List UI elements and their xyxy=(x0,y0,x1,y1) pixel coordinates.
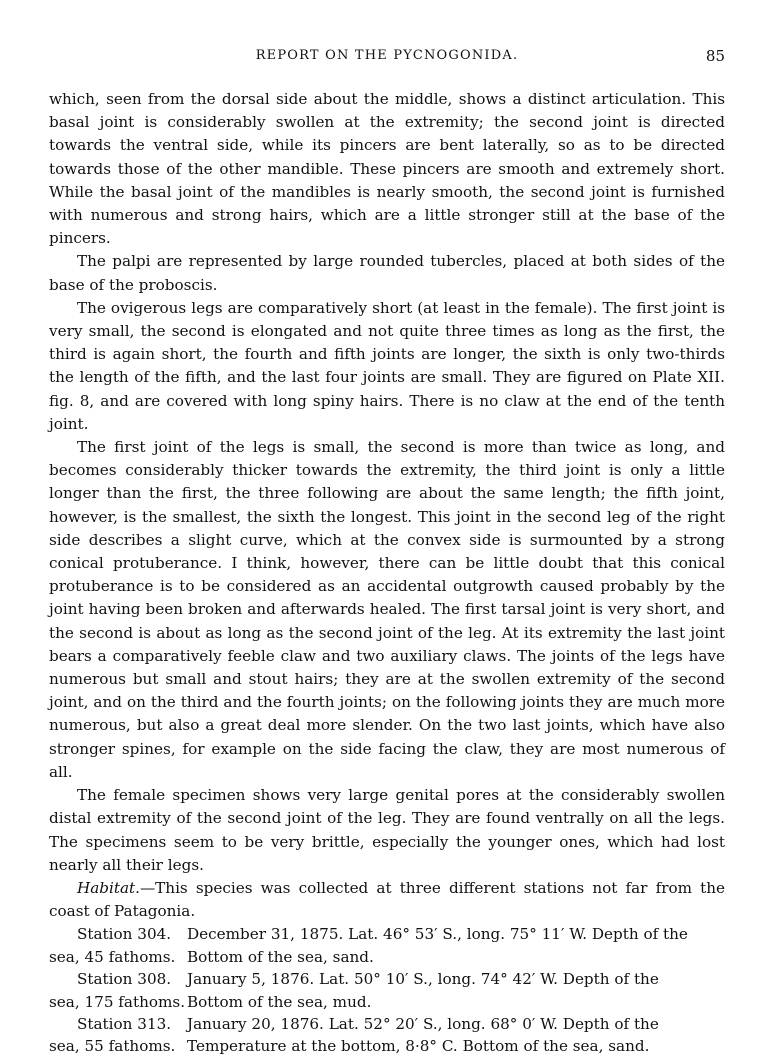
station-depth: sea, 55 fathoms. xyxy=(49,1037,176,1056)
station-entry xyxy=(49,968,725,1013)
paragraph-palpi: The palpi are represented by large rounded tubercles, placed at both sides of the base of the proboscis. xyxy=(49,252,725,294)
station-number: Station 313. xyxy=(77,1014,172,1033)
station-bottom: Bottom of the sea, sand. xyxy=(187,947,374,966)
paragraph-female-specimen: The female specimen shows very large genital pores at the considerably swollen distal extremity of the second joint of the leg. They are found ventrally on all the legs. The specimens seem to be very brittle, especially the younger ones, which had lost nearly all their legs. xyxy=(49,786,725,874)
paragraph-ovigerous-legs: The ovigerous legs are comparatively short (at least in the female). The first joint is very small, the second is elongated and not quite three times as long as the first, the third is again short, the fourth and fifth joints are longer, the sixth is only two-thirds the length of the fifth, and the last four joints are small. They are figured on Plate XII. fig. 8, and are covered with long spiny hairs. There is no claw at the end of the tenth joint. xyxy=(49,298,725,433)
station-bottom: Bottom of the sea, mud. xyxy=(187,992,372,1011)
running-head: REPORT ON THE PYCNOGONIDA. xyxy=(255,48,519,63)
page-header xyxy=(49,44,725,72)
station-entry xyxy=(49,1013,725,1058)
station-number: Station 304. xyxy=(77,925,172,944)
station-number: Station 308. xyxy=(77,970,172,989)
station-details: January 5, 1876. Lat. 50° 10′ S., long. 74° 42′ W. Depth of the xyxy=(187,970,659,989)
station-details: January 20, 1876. Lat. 52° 20′ S., long. 68° 0′ W. Depth of the xyxy=(187,1014,659,1033)
station-depth: sea, 45 fathoms. xyxy=(49,947,176,966)
station-entry xyxy=(49,923,725,968)
station-bottom: Temperature at the bottom, 8·8° C. Bottom of the sea, sand. xyxy=(187,1037,650,1056)
habitat-text: —This species was collected at three different stations not far from the coast of Patagonia. xyxy=(49,878,725,921)
page xyxy=(49,44,725,1058)
page-number: 85 xyxy=(705,47,725,65)
station-details: December 31, 1875. Lat. 46° 53′ S., long. 75° 11′ W. Depth of the xyxy=(187,925,688,944)
paragraph-mandibles: which, seen from the dorsal side about the middle, shows a distinct articulation. This basal joint is considerably swollen at the extremity; the second joint is directed towards the ventral side, while its pincers are bent laterally, so as to be directed towards those of the other mandible. These pincers are smooth and extremely short. While the basal joint of the mandibles is nearly smooth, the second joint is furnished with numerous and strong hairs, which are a little stronger still at the base of the pincers. xyxy=(49,90,725,248)
habitat-label: Habitat. xyxy=(77,878,140,897)
station-depth: sea, 175 fathoms. xyxy=(49,992,186,1011)
paragraph-legs: The first joint of the legs is small, the second is more than twice as long, and becomes considerably thicker towards the extremity, the third joint is only a little longer than the first, the three following are about the same length; the fifth joint, however, is the smallest, the sixth the longest. This joint in the second leg of the right side describes a slight curve, which at the convex side is surmounted by a strong conical protuberance. I think, however, there can be little doubt that this conical protuberance is to be considered as an accidental outgrowth caused probably by the joint having been broken and afterwards healed. The first tarsal joint is very short, and the second is about as long as the second joint of the leg. At its extremity the last joint bears a comparatively feeble claw and two auxiliary claws. The joints of the legs have numerous but small and stout hairs; they are at the swollen extremity of the second joint, and on the third and the fourth joints; on the following joints they are much more numerous, but also a great deal more slender. On the two last joints, which have also stronger spines, for example on the side facing the claw, they are most numerous of all. xyxy=(49,438,725,781)
paragraph-habitat xyxy=(49,877,725,923)
